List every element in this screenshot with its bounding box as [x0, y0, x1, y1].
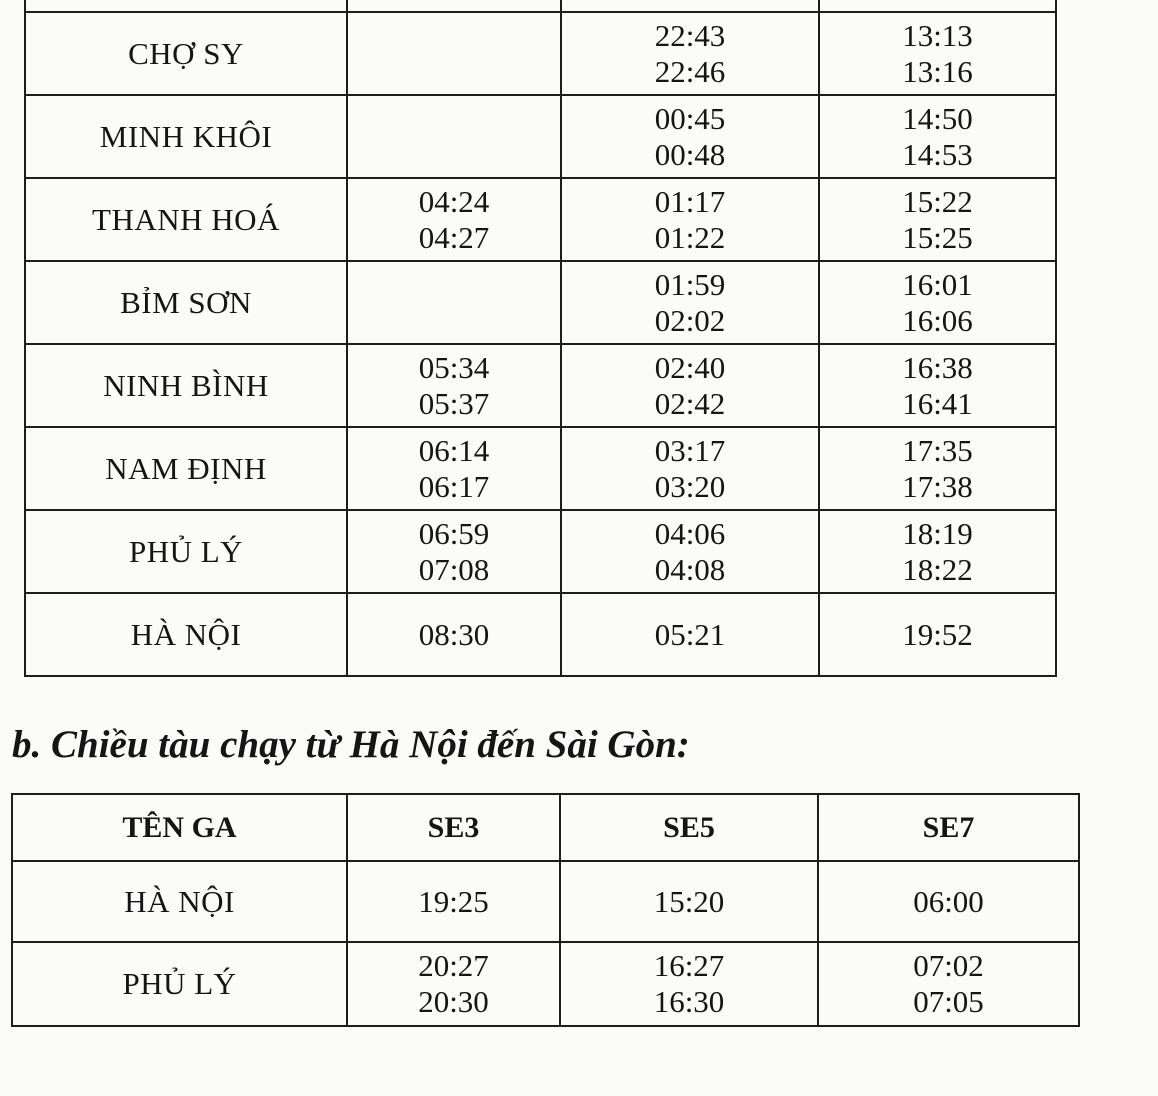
- table-row: [25, 95, 1056, 178]
- table-row-partial: [25, 0, 1056, 12]
- se7-cell: [819, 0, 1056, 12]
- se5-times: [561, 510, 819, 593]
- station-name: PHỦ LÝ: [25, 510, 347, 593]
- header-se7: SE7: [818, 794, 1079, 861]
- se3-times: [347, 510, 561, 593]
- time-arrive: 04:06: [654, 515, 726, 551]
- time-depart: 06:17: [418, 468, 490, 504]
- header-row: [12, 794, 1079, 861]
- table-row: [25, 344, 1056, 427]
- se3-times: [347, 427, 561, 510]
- time-arrive: 16:27: [653, 948, 725, 983]
- time-depart: 16:06: [902, 302, 973, 338]
- time-depart: 00:48: [654, 136, 726, 172]
- time-depart: 07:08: [418, 551, 490, 587]
- time-depart: 18:22: [902, 551, 973, 587]
- time-arrive: 13:13: [902, 17, 973, 53]
- se5-times: [561, 261, 819, 344]
- station-name: HÀ NỘI: [25, 593, 347, 676]
- se3-times: [347, 95, 561, 178]
- northbound-timetable: [11, 793, 1080, 1027]
- se5-times: [561, 12, 819, 95]
- se7-times: [818, 942, 1079, 1026]
- time-arrive: 18:19: [902, 515, 973, 551]
- station-cell: [25, 0, 347, 12]
- se3-times: [347, 593, 561, 676]
- station-name: THANH HOÁ: [25, 178, 347, 261]
- se3-times: [347, 942, 560, 1026]
- se7-times: [819, 427, 1056, 510]
- time-depart: 01:22: [654, 219, 726, 255]
- station-name: NAM ĐỊNH: [25, 427, 347, 510]
- time-depart: 22:46: [654, 53, 726, 89]
- time-arrive: 07:02: [913, 948, 984, 983]
- se3-times: [347, 178, 561, 261]
- se3-times: [347, 12, 561, 95]
- se7-times: [819, 95, 1056, 178]
- time-depart: 16:41: [902, 385, 973, 421]
- se5-times: [561, 427, 819, 510]
- time-arrive: 02:40: [654, 349, 726, 385]
- se3-times: [347, 344, 561, 427]
- se5-cell: [561, 0, 819, 12]
- station-name: PHỦ LÝ: [12, 942, 347, 1026]
- se5-times: [561, 178, 819, 261]
- time-depart: 17:38: [902, 468, 973, 504]
- header-station: TÊN GA: [12, 794, 347, 861]
- time-arrive: 00:45: [654, 100, 726, 136]
- time-depart: 07:05: [913, 984, 984, 1019]
- se3-cell: [347, 0, 561, 12]
- header-se5: SE5: [560, 794, 818, 861]
- se3-times: [347, 261, 561, 344]
- time-depart: 05:37: [418, 385, 490, 421]
- time-depart: 15:20: [653, 883, 725, 919]
- se3-times: [347, 861, 560, 942]
- station-name: CHỢ SY: [25, 12, 347, 95]
- table-row: [25, 510, 1056, 593]
- time-arrive: 05:21: [654, 616, 726, 652]
- table-row: [12, 942, 1079, 1026]
- time-depart: 14:53: [902, 136, 973, 172]
- time-depart: 04:08: [654, 551, 726, 587]
- table-row: [25, 427, 1056, 510]
- time-depart: 02:02: [654, 302, 726, 338]
- time-arrive: 06:14: [418, 432, 490, 468]
- station-name: NINH BÌNH: [25, 344, 347, 427]
- southbound-timetable: [24, 0, 1057, 677]
- time-arrive: 14:50: [902, 100, 973, 136]
- se7-times: [819, 344, 1056, 427]
- time-arrive: 16:38: [902, 349, 973, 385]
- header-se3: SE3: [347, 794, 560, 861]
- station-name: BỈM SƠN: [25, 261, 347, 344]
- time-arrive: 22:43: [654, 17, 726, 53]
- time-depart: 13:16: [902, 53, 973, 89]
- time-arrive: 19:52: [902, 616, 973, 652]
- se5-times: [561, 95, 819, 178]
- se7-times: [819, 261, 1056, 344]
- se7-times: [819, 510, 1056, 593]
- time-arrive: 08:30: [418, 616, 490, 652]
- time-depart: 02:42: [654, 385, 726, 421]
- time-arrive: 01:59: [654, 266, 726, 302]
- table-row: [25, 593, 1056, 676]
- table-row: [25, 178, 1056, 261]
- time-arrive: 03:17: [654, 432, 726, 468]
- time-depart: 19:25: [418, 883, 489, 919]
- time-depart: 06:00: [913, 883, 984, 919]
- time-arrive: 16:01: [902, 266, 973, 302]
- station-name: HÀ NỘI: [12, 861, 347, 942]
- se7-times: [819, 593, 1056, 676]
- time-arrive: 17:35: [902, 432, 973, 468]
- se7-times: [818, 861, 1079, 942]
- time-arrive: 06:59: [418, 515, 490, 551]
- time-arrive: 20:27: [418, 948, 489, 983]
- se7-times: [819, 12, 1056, 95]
- table-row: [12, 861, 1079, 942]
- time-depart: 04:27: [418, 219, 490, 255]
- time-arrive: 15:22: [902, 183, 973, 219]
- time-arrive: 04:24: [418, 183, 490, 219]
- se5-times: [560, 942, 818, 1026]
- station-name: MINH KHÔI: [25, 95, 347, 178]
- se5-times: [561, 344, 819, 427]
- se5-times: [561, 593, 819, 676]
- table-row: [25, 12, 1056, 95]
- table-row: [25, 261, 1056, 344]
- se5-times: [560, 861, 818, 942]
- time-depart: 20:30: [418, 984, 489, 1019]
- time-arrive: 05:34: [418, 349, 490, 385]
- time-depart: 15:25: [902, 219, 973, 255]
- section-b-heading: b. Chiều tàu chạy từ Hà Nội đến Sài Gòn:: [12, 723, 690, 766]
- time-arrive: 01:17: [654, 183, 726, 219]
- se7-times: [819, 178, 1056, 261]
- time-depart: 16:30: [653, 984, 725, 1019]
- time-depart: 03:20: [654, 468, 726, 504]
